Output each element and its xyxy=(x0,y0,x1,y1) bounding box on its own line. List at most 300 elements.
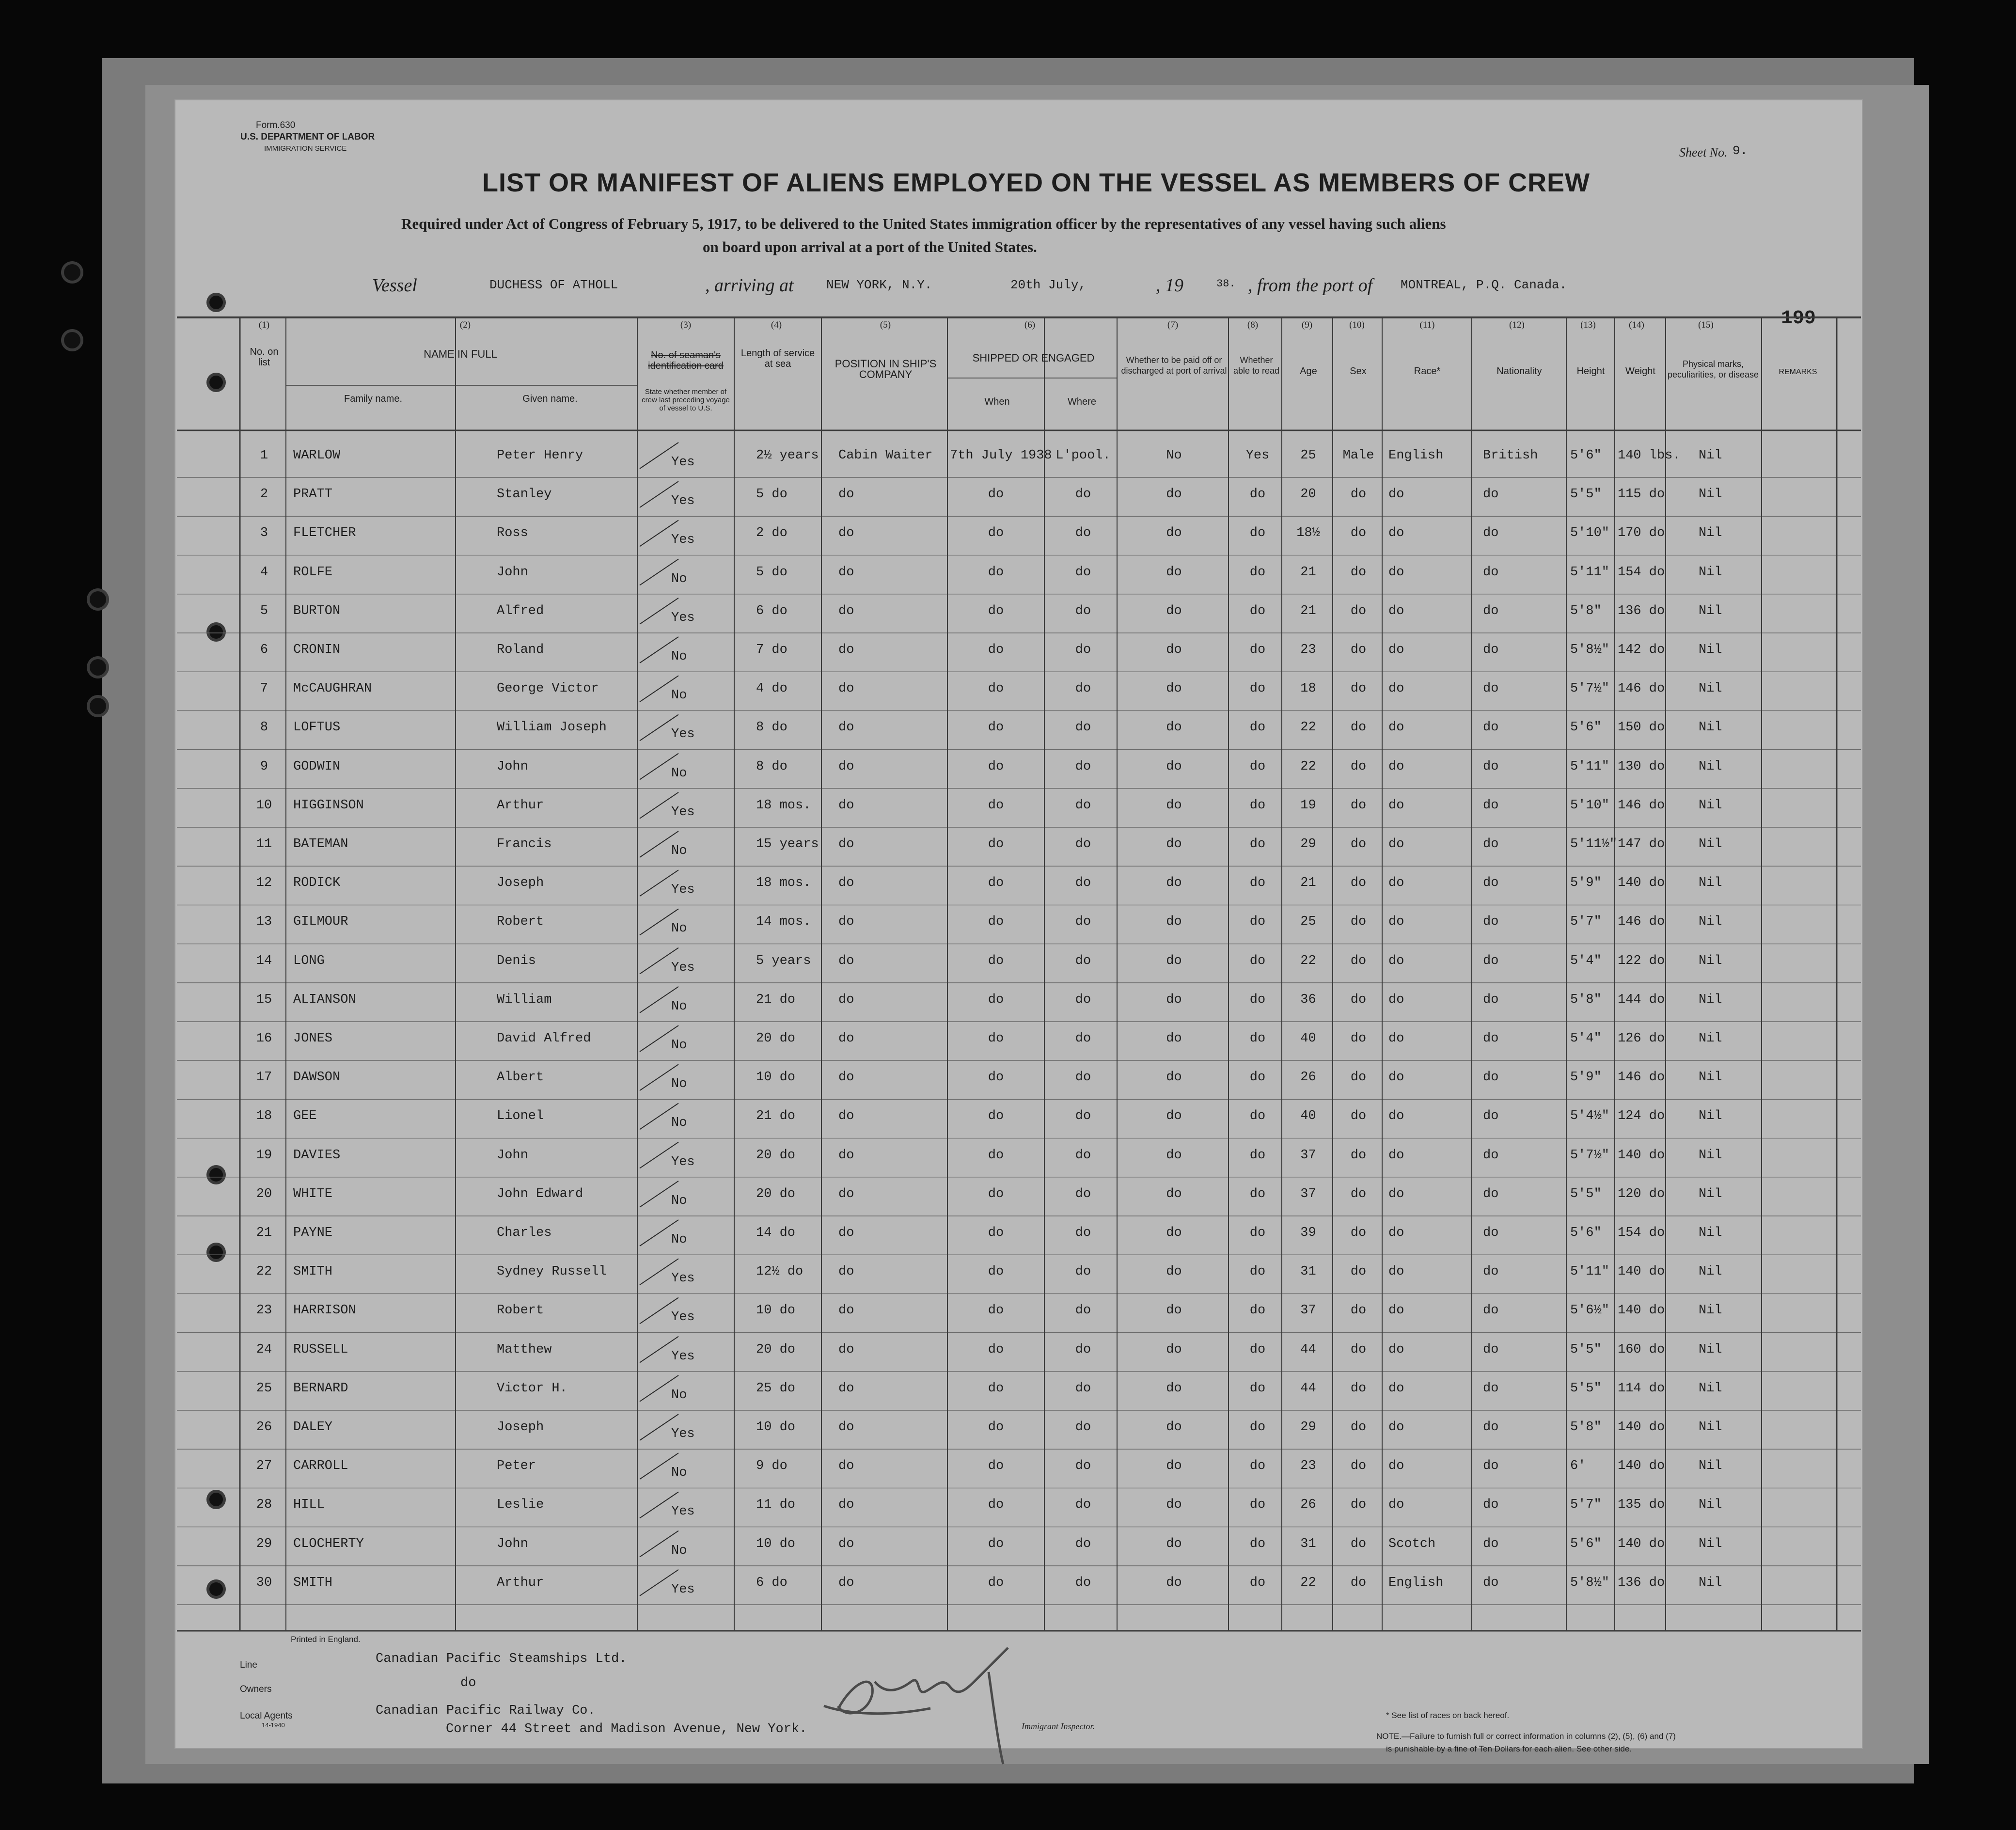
able-to-read: do xyxy=(1249,759,1266,774)
nationality: do xyxy=(1483,876,1499,891)
nationality: do xyxy=(1483,953,1499,968)
age: 29 xyxy=(1300,1420,1316,1435)
age: 37 xyxy=(1300,1186,1316,1201)
given-name: Joseph xyxy=(497,876,544,891)
row-number: 24 xyxy=(256,1342,272,1357)
family-name: FLETCHER xyxy=(293,526,356,541)
nationality: do xyxy=(1483,1342,1499,1357)
shipped-when: do xyxy=(988,487,1004,502)
weight: 146 do xyxy=(1618,1070,1665,1085)
given-name: John xyxy=(497,1148,528,1163)
arriving-at: NEW YORK, N.Y. xyxy=(826,278,932,292)
shipped-when: do xyxy=(988,720,1004,735)
col-number: (6) xyxy=(1024,320,1036,330)
height: 5'10" xyxy=(1570,798,1610,813)
header-remarks: REMARKS xyxy=(1779,368,1817,376)
row-number: 1 xyxy=(260,448,268,463)
shipped-when: do xyxy=(988,759,1004,774)
shipped-when: do xyxy=(988,1459,1004,1474)
shipped-when: do xyxy=(988,1031,1004,1046)
given-name: Leslie xyxy=(497,1498,544,1513)
paid-off: do xyxy=(1166,1303,1182,1318)
given-name: John xyxy=(497,1536,528,1551)
from-port: MONTREAL, P.Q. Canada. xyxy=(1401,278,1567,292)
height: 5'6" xyxy=(1570,448,1602,463)
vessel-name: DUCHESS OF ATHOLL xyxy=(489,278,618,292)
previous-voyage: No xyxy=(671,649,687,664)
given-name: George Victor xyxy=(497,681,599,696)
col-number: (4) xyxy=(771,320,782,330)
position: do xyxy=(838,798,854,813)
given-name: Charles xyxy=(497,1226,552,1240)
race: do xyxy=(1388,643,1404,657)
height: 5'8" xyxy=(1570,1420,1602,1435)
penalty-note-line1: NOTE.—Failure to furnish full or correct information in columns (2), (5), (6) and (7) xyxy=(1376,1732,1676,1741)
age: 40 xyxy=(1300,1109,1316,1124)
sex: do xyxy=(1350,1226,1367,1240)
shipped-where: do xyxy=(1075,565,1091,580)
height: 5'11" xyxy=(1570,565,1610,580)
row-number: 6 xyxy=(260,643,268,657)
shipped-where: do xyxy=(1075,1303,1091,1318)
sex: do xyxy=(1350,603,1367,618)
length-of-service: 14 mos. xyxy=(756,915,811,930)
given-name: Lionel xyxy=(497,1109,544,1124)
sex: do xyxy=(1350,1342,1367,1357)
position: Cabin Waiter xyxy=(838,448,933,463)
nationality: do xyxy=(1483,526,1499,541)
able-to-read: do xyxy=(1249,1264,1266,1279)
weight: 154 do xyxy=(1618,1226,1665,1240)
weight: 154 do xyxy=(1618,565,1665,580)
shipped-where: do xyxy=(1075,876,1091,891)
race: do xyxy=(1388,1109,1404,1124)
paid-off: do xyxy=(1166,603,1182,618)
shipped-where: do xyxy=(1075,1264,1091,1279)
length-of-service: 2 do xyxy=(756,526,788,541)
paid-off: do xyxy=(1166,1186,1182,1201)
height: 5'6" xyxy=(1570,720,1602,735)
physical-marks: Nil xyxy=(1699,681,1722,696)
able-to-read: do xyxy=(1249,915,1266,930)
previous-voyage: Yes xyxy=(671,1310,695,1325)
header-name-in-full: NAME IN FULL xyxy=(424,348,497,360)
shipped-when: do xyxy=(988,565,1004,580)
able-to-read: do xyxy=(1249,603,1266,618)
race: do xyxy=(1388,1498,1404,1513)
family-name: GODWIN xyxy=(293,759,341,774)
physical-marks: Nil xyxy=(1699,526,1722,541)
able-to-read: do xyxy=(1249,1070,1266,1085)
paid-off: No xyxy=(1166,448,1182,463)
length-of-service: 14 do xyxy=(756,1226,796,1240)
nationality: do xyxy=(1483,1381,1499,1396)
given-name: David Alfred xyxy=(497,1031,591,1046)
row-number: 4 xyxy=(260,565,268,580)
position: do xyxy=(838,1342,854,1357)
able-to-read: do xyxy=(1249,1420,1266,1435)
nationality: do xyxy=(1483,1303,1499,1318)
paid-off: do xyxy=(1166,1148,1182,1163)
length-of-service: 15 years xyxy=(756,837,819,852)
family-name: DAWSON xyxy=(293,1070,341,1085)
given-name: Arthur xyxy=(497,798,544,813)
paid-off: do xyxy=(1166,915,1182,930)
position: do xyxy=(838,915,854,930)
sex: do xyxy=(1350,681,1367,696)
service: IMMIGRATION SERVICE xyxy=(264,144,347,153)
owners-label: Owners xyxy=(240,1684,272,1694)
shipped-when: do xyxy=(988,643,1004,657)
from-port-label: , from the port of xyxy=(1248,275,1373,296)
paid-off: do xyxy=(1166,526,1182,541)
length-of-service: 9 do xyxy=(756,1459,788,1474)
height: 5'7½" xyxy=(1570,1148,1610,1163)
position: do xyxy=(838,1264,854,1279)
row-number: 7 xyxy=(260,681,268,696)
able-to-read: do xyxy=(1249,643,1266,657)
nationality: do xyxy=(1483,992,1499,1007)
weight: 140 do xyxy=(1618,1303,1665,1318)
paid-off: do xyxy=(1166,565,1182,580)
height: 5'8" xyxy=(1570,603,1602,618)
weight: 140 do xyxy=(1618,1264,1665,1279)
shipped-when: do xyxy=(988,603,1004,618)
header-where: Where xyxy=(1068,396,1096,407)
position: do xyxy=(838,1070,854,1085)
able-to-read: do xyxy=(1249,1148,1266,1163)
family-name: CLOCHERTY xyxy=(293,1536,364,1551)
weight: 115 do xyxy=(1618,487,1665,502)
row-number: 12 xyxy=(256,876,272,891)
header-given-name: Given name. xyxy=(522,394,578,404)
shipped-where: L'pool. xyxy=(1055,448,1111,463)
previous-voyage: No xyxy=(671,1543,687,1558)
length-of-service: 20 do xyxy=(756,1342,796,1357)
age: 21 xyxy=(1300,565,1316,580)
race: do xyxy=(1388,1420,1404,1435)
shipped-where: do xyxy=(1075,643,1091,657)
nationality: do xyxy=(1483,759,1499,774)
nationality: do xyxy=(1483,1498,1499,1513)
paid-off: do xyxy=(1166,992,1182,1007)
age: 23 xyxy=(1300,643,1316,657)
length-of-service: 18 mos. xyxy=(756,798,811,813)
race: do xyxy=(1388,1303,1404,1318)
shipped-where: do xyxy=(1075,1536,1091,1551)
height: 5'5" xyxy=(1570,1381,1602,1396)
height: 5'8½" xyxy=(1570,643,1610,657)
nationality: do xyxy=(1483,798,1499,813)
previous-voyage: Yes xyxy=(671,1349,695,1364)
race: do xyxy=(1388,953,1404,968)
col-number: (10) xyxy=(1349,320,1365,330)
race: do xyxy=(1388,759,1404,774)
weight: 144 do xyxy=(1618,992,1665,1007)
header-physical-marks: Physical marks, peculiarities, or disease xyxy=(1667,359,1759,379)
height: 5'4½" xyxy=(1570,1109,1610,1124)
header-shipped-engaged: SHIPPED OR ENGAGED xyxy=(972,352,1095,364)
arriving-label: , arriving at xyxy=(705,275,794,296)
weight: 124 do xyxy=(1618,1109,1665,1124)
physical-marks: Nil xyxy=(1699,1186,1722,1201)
previous-voyage: Yes xyxy=(671,455,695,470)
race: do xyxy=(1388,681,1404,696)
local-agents: Canadian Pacific Railway Co. xyxy=(376,1704,596,1718)
age: 22 xyxy=(1300,759,1316,774)
position: do xyxy=(838,1186,854,1201)
position: do xyxy=(838,1575,854,1590)
position: do xyxy=(838,487,854,502)
length-of-service: 10 do xyxy=(756,1420,796,1435)
physical-marks: Nil xyxy=(1699,1226,1722,1240)
shipped-where: do xyxy=(1075,1070,1091,1085)
nationality: do xyxy=(1483,1109,1499,1124)
sex: do xyxy=(1350,720,1367,735)
age: 29 xyxy=(1300,837,1316,852)
shipped-when: do xyxy=(988,992,1004,1007)
age: 37 xyxy=(1300,1148,1316,1163)
header-family-name: Family name. xyxy=(344,394,403,404)
race: do xyxy=(1388,1186,1404,1201)
given-name: Arthur xyxy=(497,1575,544,1590)
previous-voyage: No xyxy=(671,1466,687,1481)
sex: do xyxy=(1350,837,1367,852)
family-name: ROLFE xyxy=(293,565,333,580)
height: 5'4" xyxy=(1570,1031,1602,1046)
physical-marks: Nil xyxy=(1699,603,1722,618)
given-name: William xyxy=(497,992,552,1007)
age: 19 xyxy=(1300,798,1316,813)
given-name: Albert xyxy=(497,1070,544,1085)
races-note: * See list of races on back hereof. xyxy=(1386,1711,1510,1720)
paid-off: do xyxy=(1166,1109,1182,1124)
shipped-when: do xyxy=(988,1381,1004,1396)
physical-marks: Nil xyxy=(1699,1420,1722,1435)
race: do xyxy=(1388,1264,1404,1279)
paid-off: do xyxy=(1166,1264,1182,1279)
position: do xyxy=(838,1148,854,1163)
weight: 170 do xyxy=(1618,526,1665,541)
weight: 140 do xyxy=(1618,1536,1665,1551)
family-name: PAYNE xyxy=(293,1226,333,1240)
family-name: CARROLL xyxy=(293,1459,348,1474)
height: 5'10" xyxy=(1570,526,1610,541)
age: 40 xyxy=(1300,1031,1316,1046)
row-number: 14 xyxy=(256,953,272,968)
race: English xyxy=(1388,448,1444,463)
paid-off: do xyxy=(1166,1070,1182,1085)
weight: 160 do xyxy=(1618,1342,1665,1357)
header-age: Age xyxy=(1300,366,1317,377)
height: 5'6" xyxy=(1570,1536,1602,1551)
weight: 136 do xyxy=(1618,603,1665,618)
sex: do xyxy=(1350,992,1367,1007)
position: do xyxy=(838,603,854,618)
able-to-read: do xyxy=(1249,565,1266,580)
subtitle-line2: on board upon arrival at a port of the United States. xyxy=(703,238,1037,255)
previous-voyage: No xyxy=(671,766,687,781)
subtitle-line1: Required under Act of Congress of February 5, 1917, to be delivered to the United States immigration officer by the representatives of any vessel having such aliens xyxy=(401,215,1446,232)
weight: 142 do xyxy=(1618,643,1665,657)
family-name: HIGGINSON xyxy=(293,798,364,813)
height: 5'8" xyxy=(1570,992,1602,1007)
shipped-where: do xyxy=(1075,798,1091,813)
sex: do xyxy=(1350,487,1367,502)
row-number: 30 xyxy=(256,1575,272,1590)
height: 5'11" xyxy=(1570,759,1610,774)
age: 18½ xyxy=(1296,526,1320,541)
length-of-service: 5 years xyxy=(756,953,811,968)
position: do xyxy=(838,876,854,891)
position: do xyxy=(838,953,854,968)
shipped-when: do xyxy=(988,1070,1004,1085)
shipped-where: do xyxy=(1075,759,1091,774)
previous-voyage: Yes xyxy=(671,883,695,898)
shipped-when: do xyxy=(988,798,1004,813)
nationality: do xyxy=(1483,1459,1499,1474)
shipped-when: do xyxy=(988,1575,1004,1590)
able-to-read: do xyxy=(1249,681,1266,696)
agents-address: Corner 44 Street and Madison Avenue, New York. xyxy=(446,1722,807,1736)
shipped-where: do xyxy=(1075,1459,1091,1474)
able-to-read: do xyxy=(1249,1498,1266,1513)
header-previous-voyage: State whether member of crew last preceding voyage of vessel to U.S. xyxy=(642,388,730,412)
age: 25 xyxy=(1300,915,1316,930)
race: do xyxy=(1388,603,1404,618)
sex: do xyxy=(1350,953,1367,968)
paid-off: do xyxy=(1166,759,1182,774)
age: 23 xyxy=(1300,1459,1316,1474)
family-name: WARLOW xyxy=(293,448,341,463)
sex: do xyxy=(1350,1459,1367,1474)
department: U.S. DEPARTMENT OF LABOR xyxy=(240,132,375,142)
nationality: do xyxy=(1483,603,1499,618)
nationality: do xyxy=(1483,565,1499,580)
weight: 136 do xyxy=(1618,1575,1665,1590)
row-number: 28 xyxy=(256,1498,272,1513)
shipped-where: do xyxy=(1075,837,1091,852)
physical-marks: Nil xyxy=(1699,565,1722,580)
sex: do xyxy=(1350,526,1367,541)
given-name: John Edward xyxy=(497,1186,583,1201)
height: 5'7½" xyxy=(1570,681,1610,696)
paid-off: do xyxy=(1166,720,1182,735)
position: do xyxy=(838,1109,854,1124)
sex: do xyxy=(1350,1420,1367,1435)
row-number: 2 xyxy=(260,487,268,502)
header-position: POSITION IN SHIP'S COMPANY xyxy=(835,358,937,380)
height: 5'11" xyxy=(1570,1264,1610,1279)
shipped-when: do xyxy=(988,526,1004,541)
position: do xyxy=(838,1536,854,1551)
family-name: GEE xyxy=(293,1109,317,1124)
col-number: (11) xyxy=(1419,320,1435,330)
paid-off: do xyxy=(1166,798,1182,813)
physical-marks: Nil xyxy=(1699,1498,1722,1513)
shipped-when: do xyxy=(988,1536,1004,1551)
position: do xyxy=(838,1031,854,1046)
shipped-when: do xyxy=(988,1498,1004,1513)
previous-voyage: No xyxy=(671,1077,687,1092)
penalty-note-line2: is punishable by a fine of Ten Dollars for each alien. See other side. xyxy=(1386,1744,1632,1753)
agents-code: 14-1940 xyxy=(262,1721,285,1729)
able-to-read: do xyxy=(1249,1459,1266,1474)
paid-off: do xyxy=(1166,1498,1182,1513)
position: do xyxy=(838,1381,854,1396)
shipped-where: do xyxy=(1075,915,1091,930)
sex: do xyxy=(1350,1264,1367,1279)
given-name: Peter xyxy=(497,1459,536,1474)
family-name: WHITE xyxy=(293,1186,333,1201)
position: do xyxy=(838,1226,854,1240)
race: do xyxy=(1388,487,1404,502)
nationality: do xyxy=(1483,1536,1499,1551)
previous-voyage: No xyxy=(671,688,687,703)
length-of-service: 10 do xyxy=(756,1303,796,1318)
physical-marks: Nil xyxy=(1699,448,1722,463)
family-name: DAVIES xyxy=(293,1148,341,1163)
given-name: Francis xyxy=(497,837,552,852)
sex: do xyxy=(1350,1148,1367,1163)
family-name: BERNARD xyxy=(293,1381,348,1396)
able-to-read: do xyxy=(1249,487,1266,502)
length-of-service: 8 do xyxy=(756,720,788,735)
race: do xyxy=(1388,915,1404,930)
steamship-line: Canadian Pacific Steamships Ltd. xyxy=(376,1652,627,1666)
shipped-when: do xyxy=(988,1342,1004,1357)
able-to-read: Yes xyxy=(1245,448,1270,463)
position: do xyxy=(838,1420,854,1435)
position: do xyxy=(838,759,854,774)
nationality: do xyxy=(1483,720,1499,735)
family-name: McCAUGHRAN xyxy=(293,681,372,696)
paid-off: do xyxy=(1166,1459,1182,1474)
printed-in: Printed in England. xyxy=(291,1635,361,1644)
height: 5'6½" xyxy=(1570,1303,1610,1318)
shipped-when: do xyxy=(988,837,1004,852)
nationality: British xyxy=(1483,448,1538,463)
vessel-label: Vessel xyxy=(372,275,417,296)
sex: do xyxy=(1350,1186,1367,1201)
shipped-where: do xyxy=(1075,1498,1091,1513)
length-of-service: 5 do xyxy=(756,565,788,580)
physical-marks: Nil xyxy=(1699,1070,1722,1085)
age: 21 xyxy=(1300,876,1316,891)
position: do xyxy=(838,565,854,580)
nationality: do xyxy=(1483,1264,1499,1279)
sex: do xyxy=(1350,798,1367,813)
length-of-service: 20 do xyxy=(756,1186,796,1201)
col-number: (8) xyxy=(1247,320,1259,330)
physical-marks: Nil xyxy=(1699,1381,1722,1396)
race: do xyxy=(1388,1148,1404,1163)
previous-voyage: No xyxy=(671,844,687,858)
arrival-date: 20th July, xyxy=(1010,278,1087,292)
race: do xyxy=(1388,1459,1404,1474)
able-to-read: do xyxy=(1249,1226,1266,1240)
previous-voyage: Yes xyxy=(671,610,695,625)
given-name: Robert xyxy=(497,915,544,930)
year-suffix: 38. xyxy=(1216,278,1236,290)
physical-marks: Nil xyxy=(1699,1031,1722,1046)
given-name: Sydney Russell xyxy=(497,1264,607,1279)
family-name: BURTON xyxy=(293,603,341,618)
shipped-when: do xyxy=(988,1226,1004,1240)
col-number: (14) xyxy=(1629,320,1644,330)
previous-voyage: No xyxy=(671,1388,687,1403)
length-of-service: 4 do xyxy=(756,681,788,696)
